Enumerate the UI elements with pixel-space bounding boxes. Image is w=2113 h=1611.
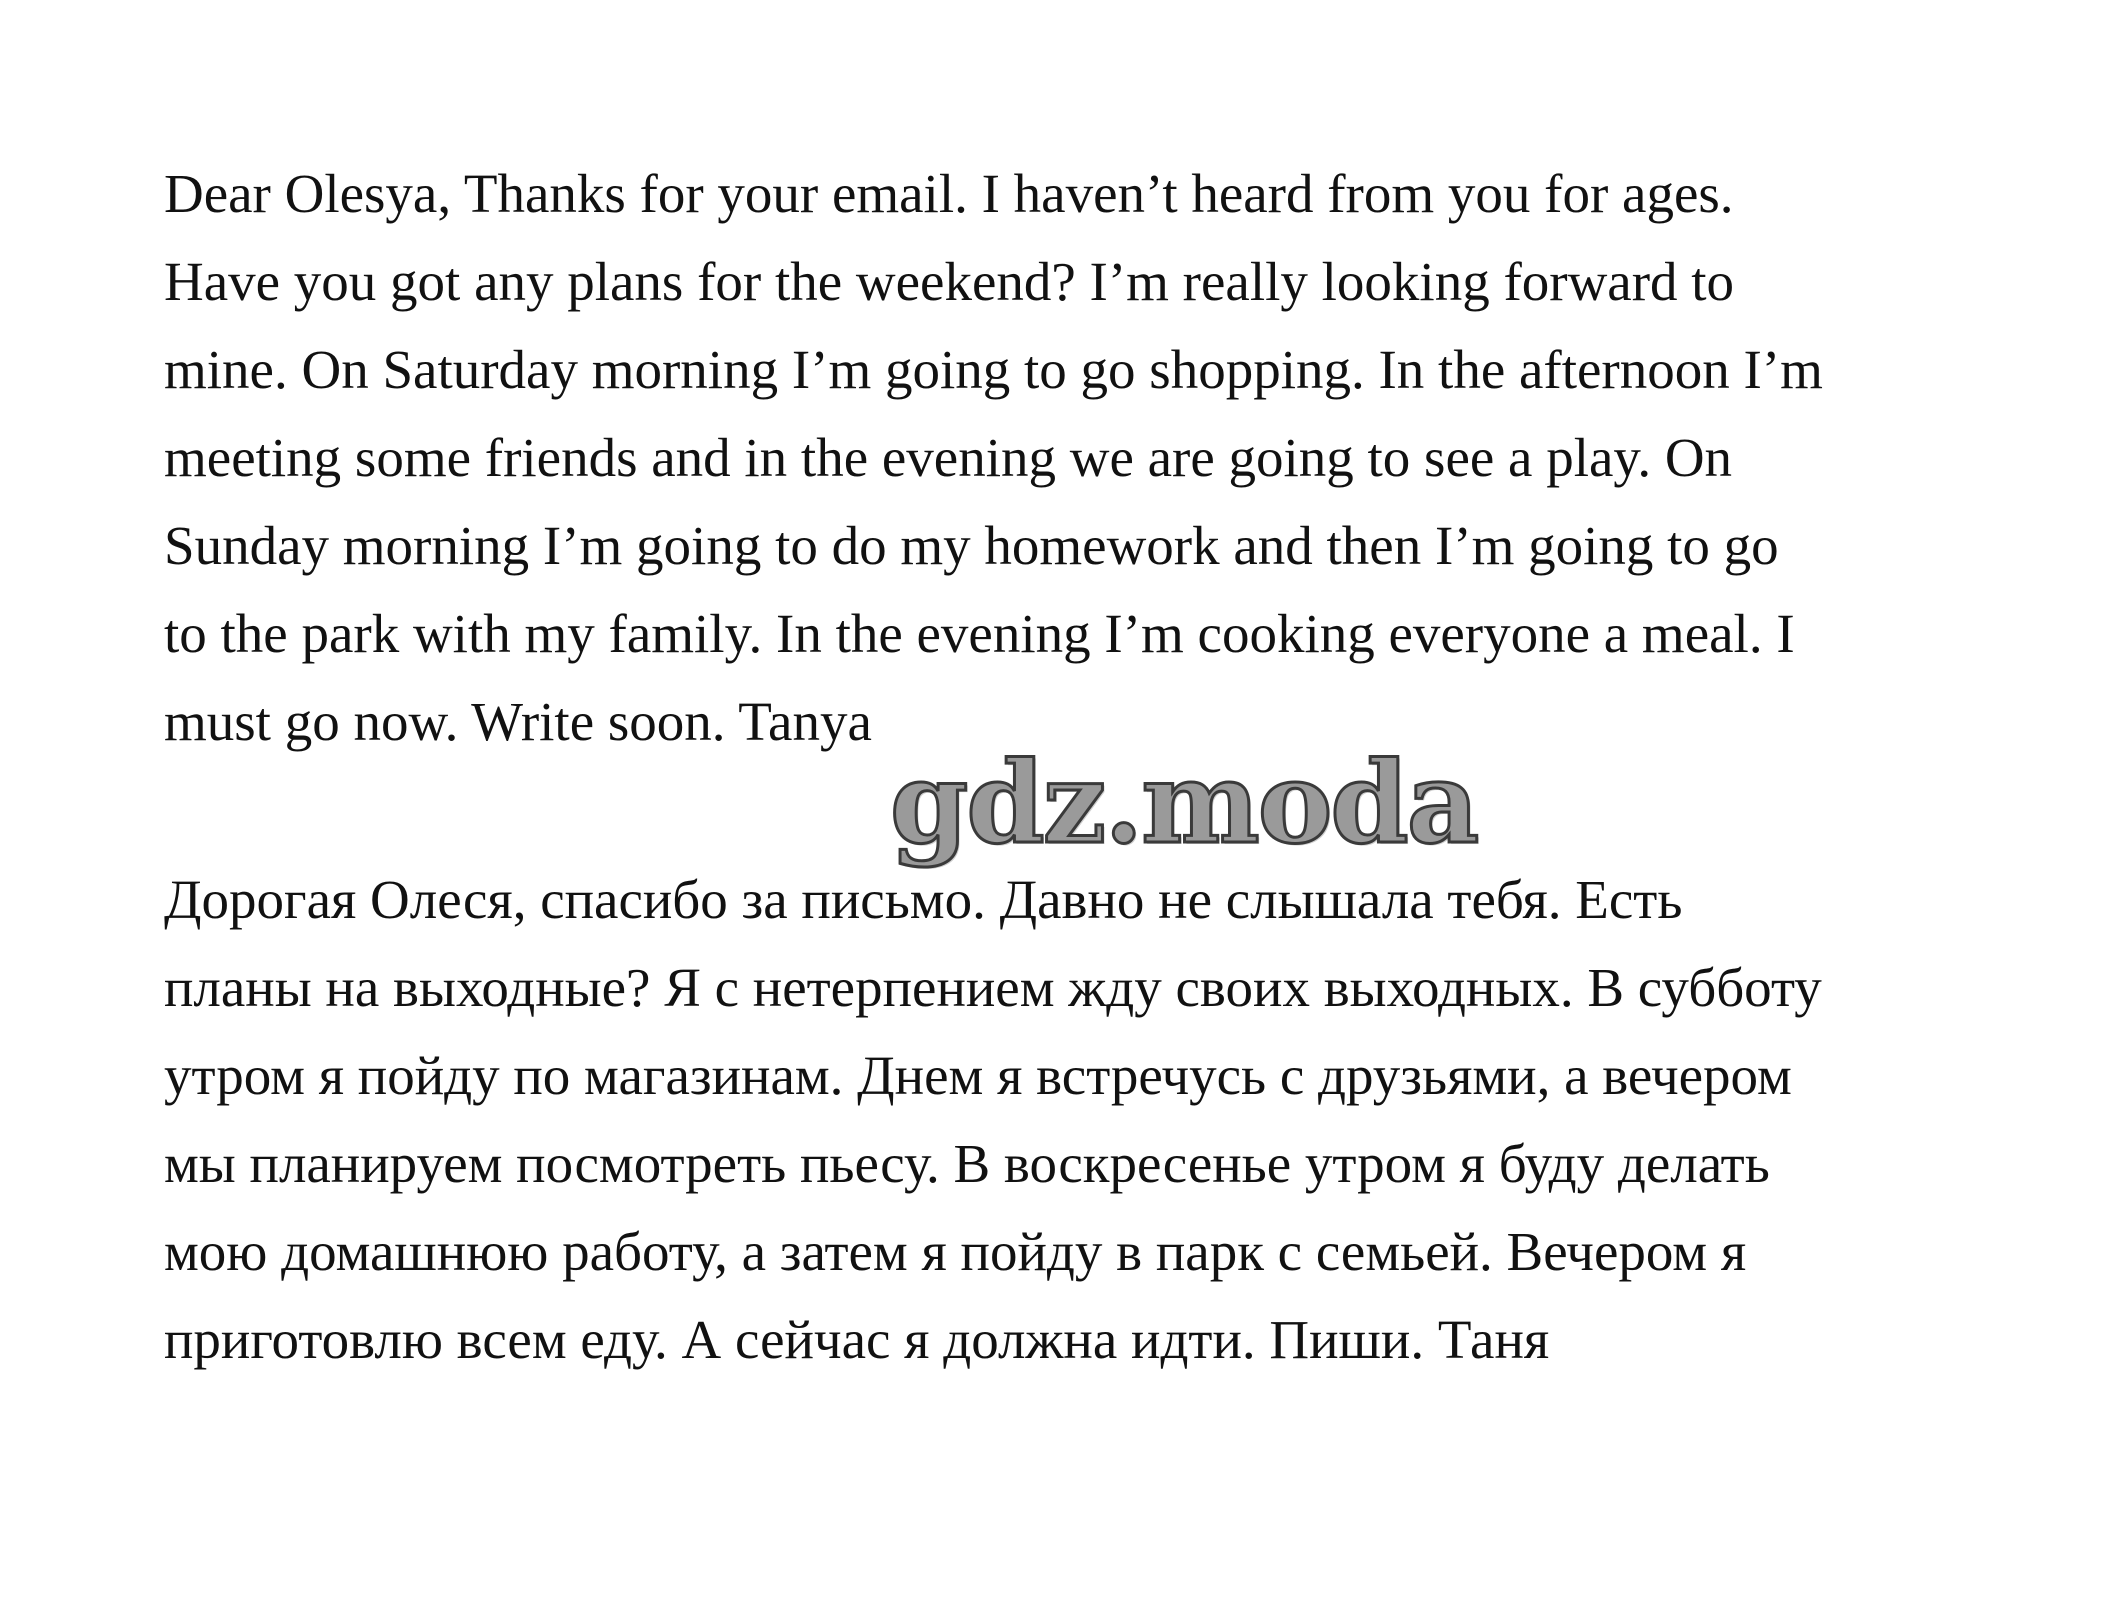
english-line-7: must go now. Write soon. Tanya — [164, 691, 872, 752]
russian-line-1: Дорогая Олеся, спасибо за письмо. Давно не слышала тебя. Есть — [164, 869, 1683, 930]
english-line-1: Dear Olesya, Thanks for your email. I haven’t heard from you for ages. — [164, 163, 1734, 224]
english-line-4: meeting some friends and in the evening we are going to see a play. On — [164, 427, 1733, 488]
english-line-5: Sunday morning I’m going to do my homework and then I’m going to go — [164, 515, 1779, 576]
russian-line-4: мы планируем посмотреть пьесу. В воскресенье утром я буду делать — [164, 1133, 1770, 1194]
english-line-3: mine. On Saturday morning I’m going to go shopping. In the afternoon I’m — [164, 339, 1823, 400]
russian-line-6: приготовлю всем еду. А сейчас я должна идти. Пиши. Таня — [164, 1309, 1550, 1370]
english-line-2: Have you got any plans for the weekend? I’m really looking forward to — [164, 251, 1735, 312]
english-line-6: to the park with my family. In the evening I’m cooking everyone a meal. I — [164, 603, 1795, 664]
russian-line-5: мою домашнюю работу, а затем я пойду в парк с семьей. Вечером я — [164, 1221, 1747, 1282]
watermark-logo: gdz.moda — [890, 738, 1478, 869]
russian-line-3: утром я пойду по магазинам. Днем я встречусь с друзьями, а вечером — [164, 1045, 1792, 1106]
russian-line-2: планы на выходные? Я с нетерпением жду своих выходных. В субботу — [164, 957, 1822, 1018]
